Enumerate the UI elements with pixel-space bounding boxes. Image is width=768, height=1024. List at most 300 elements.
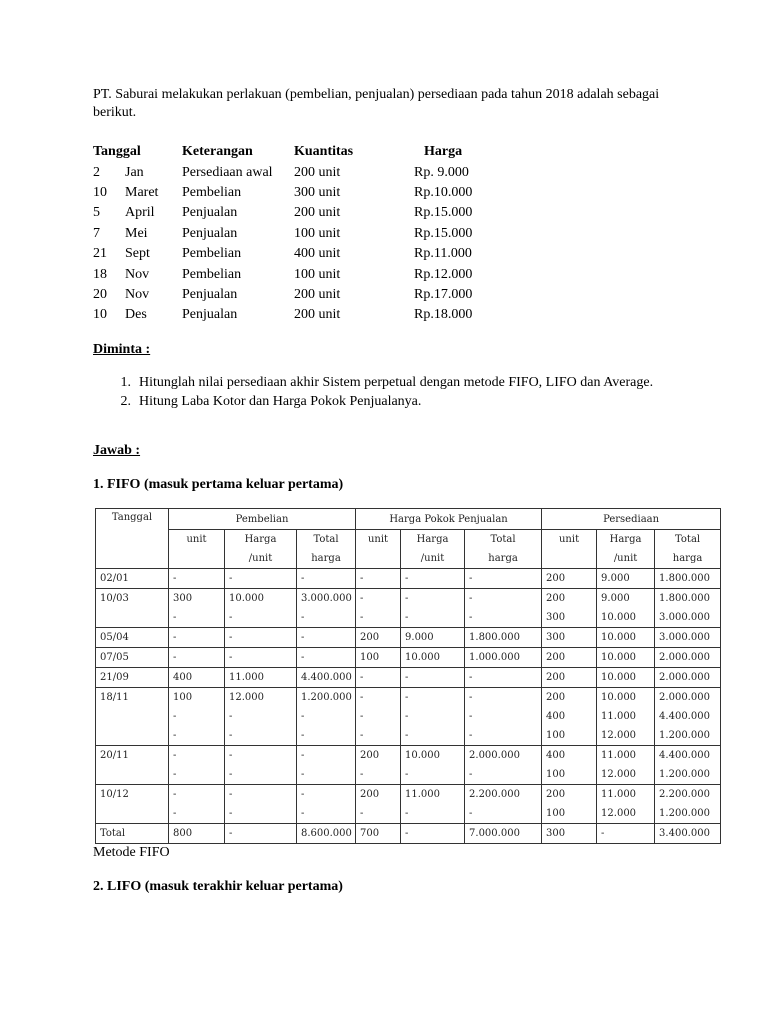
fifo-value: 1.200.000 bbox=[659, 769, 710, 780]
fifo-value: - bbox=[229, 612, 233, 623]
fifo-value: - bbox=[229, 808, 233, 819]
fifo-cell bbox=[169, 688, 225, 746]
fifo-value: - bbox=[469, 692, 473, 703]
fifo-cell bbox=[401, 648, 465, 668]
fifo-row bbox=[96, 688, 721, 746]
transaction-qty: 200 unit bbox=[294, 307, 341, 323]
transaction-row bbox=[93, 203, 524, 223]
fifo-value: - bbox=[469, 672, 473, 683]
header-harga: Harga bbox=[424, 144, 463, 160]
transaction-qty: 100 unit bbox=[294, 225, 341, 241]
fifo-row bbox=[96, 589, 721, 628]
fifo-cell bbox=[401, 589, 465, 628]
fifo-cell bbox=[225, 746, 297, 785]
transaction-month: Sept bbox=[125, 246, 150, 262]
fifo-value: 200 bbox=[360, 632, 380, 643]
fifo-value: 2.200.000 bbox=[659, 789, 710, 800]
fifo-cell bbox=[597, 668, 655, 688]
transaction-day: 2 bbox=[93, 164, 100, 180]
fifo-value: - bbox=[301, 573, 305, 584]
transaction-price: Rp.18.000 bbox=[414, 307, 473, 323]
fifo-cell bbox=[542, 688, 597, 746]
fifo-value: - bbox=[301, 808, 305, 819]
fifo-value: - bbox=[301, 612, 305, 623]
fifo-value: - bbox=[360, 692, 364, 703]
fifo-value: 12.000 bbox=[229, 692, 264, 703]
fifo-cell bbox=[597, 688, 655, 746]
fifo-cell bbox=[225, 668, 297, 688]
fifo-row bbox=[96, 648, 721, 668]
fifo-value: - bbox=[360, 593, 364, 604]
fifo-value: 300 bbox=[546, 828, 566, 839]
fifo-cell bbox=[655, 746, 721, 785]
fifo-value: 400 bbox=[546, 711, 566, 722]
fifo-date: 10/12 bbox=[96, 785, 169, 824]
fifo-date: 07/05 bbox=[96, 648, 169, 668]
fifo-value: - bbox=[469, 711, 473, 722]
fifo-value: 10.000 bbox=[601, 692, 637, 703]
fifo-subhead-row bbox=[96, 530, 721, 569]
fifo-cell bbox=[542, 668, 597, 688]
fifo-value: 2.000.000 bbox=[469, 750, 520, 761]
fifo-value: - bbox=[405, 672, 409, 683]
fifo-cell bbox=[655, 668, 721, 688]
transaction-month: Nov bbox=[125, 286, 150, 302]
fifo-row bbox=[96, 668, 721, 688]
intro-paragraph: PT. Saburai melakukan perlakuan (pembelian, penjualan) persediaan pada tahun 2018 adalah sebagai berikut. bbox=[93, 87, 660, 120]
fifo-subhead: unit bbox=[542, 530, 597, 569]
fifo-value: - bbox=[405, 612, 409, 623]
task-text: Hitunglah nilai persediaan akhir Sistem perpetual dengan metode FIFO, LIFO dan Average. bbox=[139, 375, 654, 390]
fifo-cell bbox=[225, 589, 297, 628]
fifo-cell bbox=[297, 688, 356, 746]
fifo-subhead: unit bbox=[169, 530, 225, 569]
fifo-value: 2.000.000 bbox=[659, 672, 710, 683]
fifo-subhead: Harga /unit bbox=[225, 530, 297, 569]
transaction-row bbox=[93, 244, 524, 264]
fifo-cell bbox=[542, 569, 597, 589]
fifo-value: - bbox=[405, 828, 409, 839]
fifo-cell bbox=[356, 688, 401, 746]
transaction-row bbox=[93, 224, 524, 244]
fifo-cell bbox=[542, 785, 597, 824]
fifo-value: 400 bbox=[173, 672, 193, 683]
fifo-row bbox=[96, 746, 721, 785]
fifo-value: 12.000 bbox=[601, 808, 637, 819]
transaction-day: 21 bbox=[93, 246, 107, 262]
fifo-value: 1.800.000 bbox=[659, 573, 710, 584]
fifo-cell bbox=[169, 648, 225, 668]
transaction-month: Des bbox=[125, 307, 147, 323]
transaction-day: 10 bbox=[93, 307, 107, 323]
fifo-value: - bbox=[229, 730, 233, 741]
fifo-value: 200 bbox=[546, 593, 566, 604]
fifo-value: - bbox=[360, 672, 364, 683]
fifo-value: 12.000 bbox=[601, 769, 637, 780]
fifo-cell bbox=[225, 628, 297, 648]
fifo-cell bbox=[655, 628, 721, 648]
fifo-value: 200 bbox=[360, 750, 380, 761]
fifo-value: 10.000 bbox=[601, 652, 637, 663]
fifo-cell bbox=[225, 569, 297, 589]
fifo-value: - bbox=[301, 789, 305, 800]
transaction-month: Jan bbox=[125, 164, 144, 180]
fifo-value: 10.000 bbox=[229, 593, 264, 604]
fifo-value: - bbox=[469, 730, 473, 741]
fifo-value: - bbox=[229, 632, 233, 643]
transaction-row bbox=[93, 264, 524, 284]
fifo-value: 10.000 bbox=[601, 632, 637, 643]
fifo-cell bbox=[297, 589, 356, 628]
fifo-cell bbox=[542, 589, 597, 628]
fifo-date: 05/04 bbox=[96, 628, 169, 648]
fifo-value: 2.000.000 bbox=[659, 692, 710, 703]
fifo-cell bbox=[465, 628, 542, 648]
fifo-value: 100 bbox=[546, 808, 566, 819]
fifo-value: - bbox=[173, 769, 177, 780]
transaction-desc: Pembelian bbox=[182, 246, 242, 262]
transaction-qty: 300 unit bbox=[294, 184, 341, 200]
lifo-heading: 2. LIFO (masuk terakhir keluar pertama) bbox=[93, 879, 343, 894]
task-number: 2. bbox=[120, 394, 131, 409]
jawab-heading: Jawab : bbox=[93, 443, 141, 458]
fifo-value: 11.000 bbox=[405, 789, 441, 800]
task-item bbox=[93, 393, 675, 410]
fifo-value: - bbox=[301, 730, 305, 741]
fifo-cell bbox=[356, 785, 401, 824]
fifo-value: - bbox=[173, 711, 177, 722]
fifo-value: - bbox=[229, 750, 233, 761]
fifo-cell bbox=[225, 648, 297, 668]
fifo-value: 7.000.000 bbox=[469, 828, 520, 839]
fifo-value: 200 bbox=[546, 692, 566, 703]
fifo-value: 200 bbox=[546, 573, 566, 584]
fifo-value: - bbox=[360, 711, 364, 722]
fifo-cell bbox=[169, 628, 225, 648]
fifo-value: - bbox=[405, 730, 409, 741]
transaction-desc: Penjualan bbox=[182, 205, 238, 221]
fifo-cell bbox=[297, 569, 356, 589]
fifo-cell bbox=[655, 589, 721, 628]
fifo-date: 18/11 bbox=[96, 688, 169, 746]
fifo-value: - bbox=[360, 612, 364, 623]
diminta-heading: Diminta : bbox=[93, 342, 151, 357]
fifo-value: 1.800.000 bbox=[469, 632, 520, 643]
fifo-value: 10.000 bbox=[601, 612, 637, 623]
fifo-value: 4.400.000 bbox=[301, 672, 352, 683]
fifo-date: 10/03 bbox=[96, 589, 169, 628]
fifo-cell bbox=[169, 569, 225, 589]
transaction-month: Nov bbox=[125, 266, 150, 282]
fifo-value: - bbox=[405, 692, 409, 703]
fifo-value: - bbox=[405, 769, 409, 780]
fifo-value: - bbox=[301, 632, 305, 643]
header-keterangan: Keterangan bbox=[182, 144, 253, 160]
fifo-value: 8.600.000 bbox=[301, 828, 352, 839]
transaction-qty: 200 unit bbox=[294, 164, 341, 180]
fifo-date: 02/01 bbox=[96, 569, 169, 589]
task-list bbox=[93, 374, 675, 412]
fifo-cell bbox=[655, 688, 721, 746]
fifo-cell bbox=[169, 824, 225, 844]
fifo-cell bbox=[542, 746, 597, 785]
fifo-row bbox=[96, 569, 721, 589]
fifo-value: 1.200.000 bbox=[659, 808, 710, 819]
fifo-cell bbox=[465, 648, 542, 668]
fifo-date: 21/09 bbox=[96, 668, 169, 688]
transaction-desc: Penjualan bbox=[182, 286, 238, 302]
fifo-value: - bbox=[360, 769, 364, 780]
fifo-value: - bbox=[469, 593, 473, 604]
fifo-value: - bbox=[229, 652, 233, 663]
fifo-caption: Metode FIFO bbox=[93, 845, 170, 860]
fifo-header-hpp: Harga Pokok Penjualan bbox=[356, 509, 542, 530]
transaction-price: Rp.15.000 bbox=[414, 225, 473, 241]
fifo-cell bbox=[597, 569, 655, 589]
fifo-value: - bbox=[469, 769, 473, 780]
task-number: 1. bbox=[120, 375, 131, 390]
fifo-cell bbox=[297, 746, 356, 785]
fifo-cell bbox=[401, 668, 465, 688]
fifo-cell bbox=[401, 628, 465, 648]
transactions-header-row bbox=[93, 142, 524, 162]
fifo-cell bbox=[169, 668, 225, 688]
fifo-value: 9.000 bbox=[601, 573, 630, 584]
fifo-value: 3.000.000 bbox=[659, 632, 710, 643]
fifo-value: - bbox=[469, 573, 473, 584]
fifo-value: 3.000.000 bbox=[659, 612, 710, 623]
transaction-row bbox=[93, 162, 524, 182]
fifo-cell bbox=[655, 648, 721, 668]
fifo-value: 1.200.000 bbox=[659, 730, 710, 741]
transaction-desc: Penjualan bbox=[182, 225, 238, 241]
transaction-qty: 400 unit bbox=[294, 246, 341, 262]
fifo-value: - bbox=[173, 750, 177, 761]
fifo-value: 100 bbox=[360, 652, 380, 663]
fifo-cell bbox=[297, 785, 356, 824]
transaction-row bbox=[93, 183, 524, 203]
fifo-header-pembelian: Pembelian bbox=[169, 509, 356, 530]
fifo-cell bbox=[597, 589, 655, 628]
fifo-value: - bbox=[301, 652, 305, 663]
fifo-table bbox=[95, 508, 721, 844]
fifo-cell bbox=[401, 824, 465, 844]
transaction-month: Maret bbox=[125, 184, 159, 200]
fifo-value: 100 bbox=[546, 769, 566, 780]
fifo-value: 3.000.000 bbox=[301, 593, 352, 604]
fifo-value: - bbox=[360, 573, 364, 584]
fifo-value: 300 bbox=[173, 593, 193, 604]
fifo-value: - bbox=[469, 612, 473, 623]
transaction-desc: Pembelian bbox=[182, 266, 242, 282]
fifo-value: - bbox=[173, 573, 177, 584]
fifo-value: - bbox=[405, 593, 409, 604]
fifo-cell bbox=[356, 628, 401, 648]
fifo-cell bbox=[655, 785, 721, 824]
fifo-value: 9.000 bbox=[405, 632, 434, 643]
fifo-date: 20/11 bbox=[96, 746, 169, 785]
fifo-value: - bbox=[301, 711, 305, 722]
fifo-value: 200 bbox=[546, 652, 566, 663]
fifo-cell bbox=[655, 824, 721, 844]
fifo-cell bbox=[356, 569, 401, 589]
fifo-value: 11.000 bbox=[229, 672, 264, 683]
transaction-row bbox=[93, 305, 524, 325]
fifo-cell bbox=[297, 824, 356, 844]
transaction-qty: 100 unit bbox=[294, 266, 341, 282]
fifo-value: - bbox=[405, 711, 409, 722]
fifo-value: 11.000 bbox=[601, 711, 637, 722]
fifo-value: 1.000.000 bbox=[469, 652, 520, 663]
fifo-row bbox=[96, 628, 721, 648]
fifo-value: 2.200.000 bbox=[469, 789, 520, 800]
fifo-cell bbox=[465, 785, 542, 824]
fifo-value: 700 bbox=[360, 828, 380, 839]
fifo-cell bbox=[465, 746, 542, 785]
fifo-value: - bbox=[173, 612, 177, 623]
transactions-table bbox=[93, 142, 524, 326]
fifo-cell bbox=[465, 824, 542, 844]
transaction-price: Rp.15.000 bbox=[414, 205, 473, 221]
transaction-desc: Pembelian bbox=[182, 184, 242, 200]
fifo-subhead: Total harga bbox=[465, 530, 542, 569]
fifo-subhead: Harga /unit bbox=[597, 530, 655, 569]
fifo-header-tanggal: Tanggal bbox=[96, 509, 169, 569]
fifo-cell bbox=[465, 668, 542, 688]
transaction-price: Rp.17.000 bbox=[414, 286, 473, 302]
fifo-subhead: Total harga bbox=[655, 530, 721, 569]
fifo-cell bbox=[542, 824, 597, 844]
fifo-cell bbox=[597, 648, 655, 668]
fifo-value: 10.000 bbox=[405, 652, 441, 663]
fifo-value: 4.400.000 bbox=[659, 750, 710, 761]
fifo-value: - bbox=[173, 730, 177, 741]
fifo-subhead: unit bbox=[356, 530, 401, 569]
transaction-day: 5 bbox=[93, 205, 100, 221]
fifo-value: 100 bbox=[173, 692, 193, 703]
transactions-body bbox=[93, 162, 524, 325]
fifo-value: 9.000 bbox=[601, 593, 630, 604]
fifo-cell bbox=[597, 628, 655, 648]
fifo-cell bbox=[356, 746, 401, 785]
fifo-cell bbox=[356, 824, 401, 844]
fifo-cell bbox=[401, 688, 465, 746]
transaction-price: Rp.12.000 bbox=[414, 266, 473, 282]
transaction-day: 10 bbox=[93, 184, 107, 200]
fifo-value: - bbox=[229, 573, 233, 584]
transaction-price: Rp. 9.000 bbox=[414, 164, 469, 180]
fifo-value: - bbox=[301, 769, 305, 780]
fifo-cell bbox=[597, 746, 655, 785]
header-tanggal: Tanggal bbox=[93, 144, 141, 160]
fifo-cell bbox=[356, 668, 401, 688]
fifo-body bbox=[96, 569, 721, 844]
fifo-value: 200 bbox=[546, 789, 566, 800]
fifo-date: Total bbox=[96, 824, 169, 844]
fifo-cell bbox=[542, 648, 597, 668]
fifo-cell bbox=[225, 824, 297, 844]
fifo-value: 2.000.000 bbox=[659, 652, 710, 663]
fifo-cell bbox=[465, 589, 542, 628]
fifo-value: - bbox=[360, 808, 364, 819]
fifo-row bbox=[96, 785, 721, 824]
fifo-cell bbox=[597, 824, 655, 844]
fifo-group-row bbox=[96, 509, 721, 530]
fifo-value: - bbox=[405, 573, 409, 584]
task-item bbox=[93, 374, 675, 391]
task-text: Hitung Laba Kotor dan Harga Pokok Penjualanya. bbox=[139, 394, 422, 409]
fifo-value: 1.800.000 bbox=[659, 593, 710, 604]
fifo-value: 11.000 bbox=[601, 750, 637, 761]
fifo-value: 100 bbox=[546, 730, 566, 741]
fifo-value: 300 bbox=[546, 632, 566, 643]
fifo-value: - bbox=[229, 711, 233, 722]
fifo-value: 800 bbox=[173, 828, 193, 839]
fifo-cell bbox=[465, 688, 542, 746]
transaction-day: 18 bbox=[93, 266, 107, 282]
fifo-value: 12.000 bbox=[601, 730, 637, 741]
fifo-value: - bbox=[173, 808, 177, 819]
transaction-desc: Persediaan awal bbox=[182, 164, 273, 180]
fifo-cell bbox=[401, 746, 465, 785]
fifo-value: - bbox=[405, 808, 409, 819]
fifo-value: - bbox=[229, 789, 233, 800]
fifo-cell bbox=[655, 569, 721, 589]
fifo-value: 11.000 bbox=[601, 789, 637, 800]
fifo-value: 400 bbox=[546, 750, 566, 761]
fifo-cell bbox=[169, 746, 225, 785]
fifo-value: - bbox=[229, 828, 233, 839]
fifo-value: 1.200.000 bbox=[301, 692, 352, 703]
fifo-subhead: Total harga bbox=[297, 530, 356, 569]
transaction-qty: 200 unit bbox=[294, 205, 341, 221]
transaction-price: Rp.11.000 bbox=[414, 246, 472, 262]
fifo-cell bbox=[297, 648, 356, 668]
fifo-heading: 1. FIFO (masuk pertama keluar pertama) bbox=[93, 477, 344, 492]
fifo-cell bbox=[597, 785, 655, 824]
transaction-row bbox=[93, 285, 524, 305]
fifo-cell bbox=[401, 785, 465, 824]
fifo-cell bbox=[542, 628, 597, 648]
fifo-cell bbox=[225, 785, 297, 824]
fifo-cell bbox=[169, 589, 225, 628]
transaction-day: 20 bbox=[93, 286, 107, 302]
fifo-cell bbox=[401, 569, 465, 589]
fifo-cell bbox=[169, 785, 225, 824]
fifo-value: - bbox=[601, 828, 605, 839]
fifo-value: 3.400.000 bbox=[659, 828, 710, 839]
fifo-value: 200 bbox=[546, 672, 566, 683]
fifo-value: 4.400.000 bbox=[659, 711, 710, 722]
fifo-value: - bbox=[469, 808, 473, 819]
transaction-desc: Penjualan bbox=[182, 307, 238, 323]
fifo-cell bbox=[225, 688, 297, 746]
fifo-value: 10.000 bbox=[601, 672, 637, 683]
fifo-value: - bbox=[229, 769, 233, 780]
fifo-cell bbox=[465, 569, 542, 589]
fifo-subhead: Harga /unit bbox=[401, 530, 465, 569]
fifo-row bbox=[96, 824, 721, 844]
fifo-cell bbox=[356, 589, 401, 628]
fifo-value: - bbox=[173, 632, 177, 643]
fifo-value: 200 bbox=[360, 789, 380, 800]
fifo-value: - bbox=[301, 750, 305, 761]
fifo-value: 300 bbox=[546, 612, 566, 623]
fifo-value: - bbox=[173, 789, 177, 800]
header-kuantitas: Kuantitas bbox=[294, 144, 354, 160]
fifo-cell bbox=[297, 628, 356, 648]
fifo-cell bbox=[297, 668, 356, 688]
